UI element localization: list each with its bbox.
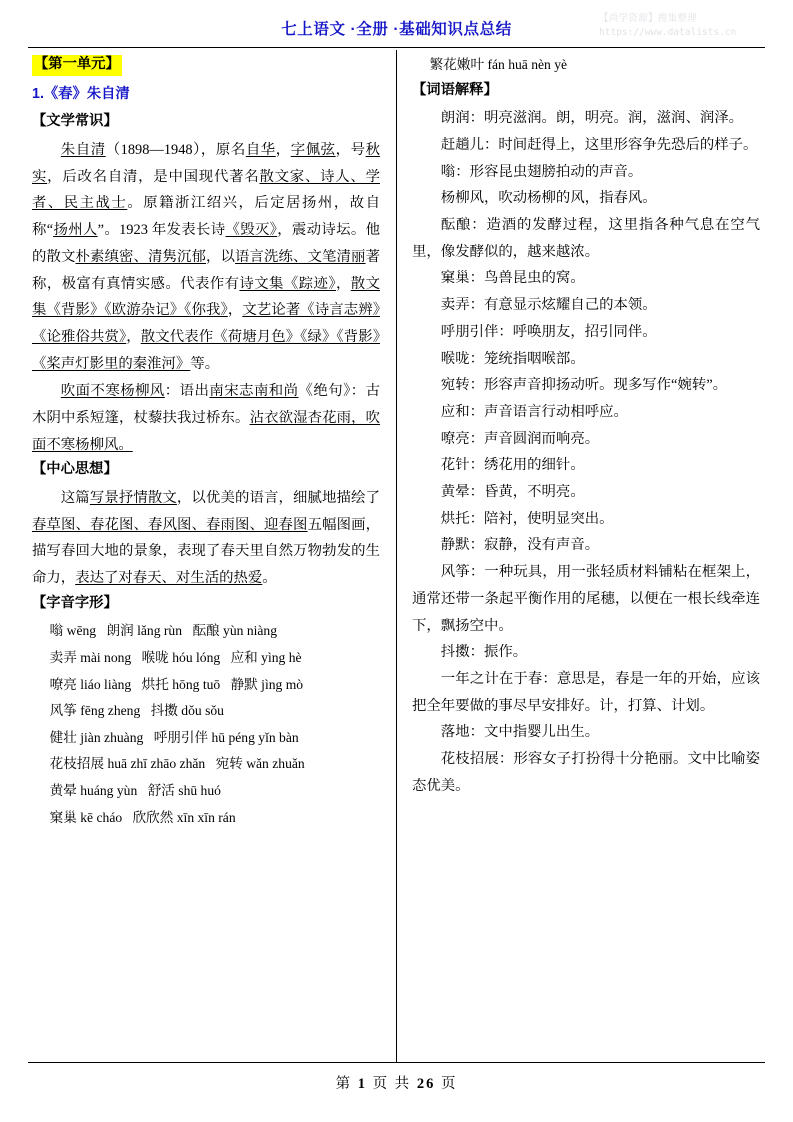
watermark-url: https://www.datalists.cn — [599, 26, 737, 38]
underlined-run: 朱自清 — [60, 142, 106, 159]
pinyin-word: 朗润 — [106, 623, 134, 639]
pinyin-reading: jìng mò — [257, 676, 304, 692]
word-meaning-entry: 呼朋引伴：呼唤朋友，招引同伴。 — [440, 323, 657, 340]
footer-page-number: 1 — [357, 1076, 367, 1092]
underlined-run: 吹面不寒杨柳风 — [60, 383, 165, 400]
pinyin-word: 健壮 — [49, 729, 77, 745]
pinyin-reading: hōng tuō — [168, 676, 221, 692]
pinyin-reading: fán huā nèn yè — [484, 57, 568, 72]
underlined-run: 南宋志南和尚 — [209, 383, 299, 400]
word-meaning-entry: 朗润：明亮滋润。朗，明亮。润，滋润、润泽。 — [440, 110, 744, 127]
underlined-run: 语言洗练、文笔清丽 — [235, 248, 366, 265]
underlined-run: 表达了对春天、对生活的热爱 — [75, 570, 263, 587]
footer-prefix: 第 — [335, 1076, 353, 1092]
word-meaning-entry: 嗡：形容昆虫翅膀拍动的声音。 — [440, 163, 643, 180]
unit-badge-wrapper — [32, 55, 380, 76]
pinyin-word: 静默 — [230, 676, 258, 692]
pinyin-word: 烘托 — [141, 676, 169, 692]
pinyin-word: 风筝 — [49, 703, 77, 719]
word-meaning-entry: 喉咙：笼统指咽喉部。 — [440, 350, 585, 367]
underlined-run: 沾衣欲湿杏花雨，吹面不寒杨柳风。 — [32, 410, 380, 453]
pinyin-word: 欣欣然 — [132, 809, 174, 825]
pinyin-word: 嘹亮 — [49, 676, 77, 692]
pinyin-reading: wǎn zhuǎn — [242, 756, 305, 772]
underlined-run: 散文代表作《荷塘月色》《绿》《背影》《桨声灯影里的秦淮河》 — [32, 328, 380, 372]
underlined-run: 散文集《背影》《欧游杂记》《你我》 — [32, 275, 380, 319]
page-title: 七上语文 ·全册 ·基础知识点总结 — [281, 21, 512, 38]
paragraph-author-bio: 朱自清（1898—1948），原名自华，字佩弦，号秋实，后改名自清，是中国现代著名散文家、诗人、学者、民主战士。原籍浙江绍兴，后定居扬州，故自称“扬州人”。1923 年发表长诗《毁灭》，震动诗坛。他的散文朴素缜密、清隽沉郁，以语言洗练、文笔清丽著称，极富有真情实感。代表作有诗文集《踪迹》，散文集《背影》《欧游杂记》《你我》，文艺论著《诗言志辨》《论雅俗共赏》，散文代表作《荷塘月色》《绿》《背影》《桨声灯影里的秦淮河》等。 — [32, 142, 380, 372]
pinyin-row — [32, 698, 380, 725]
paragraph-main-idea: 这篇写景抒情散文，以优美的语言，细腻地描绘了春草图、春花图、春风图、春雨图、迎春图五幅图画，描写春回大地的景象，表现了春天里自然万物勃发的生命力，表达了对春天、对生活的热爱。 — [32, 490, 380, 587]
pinyin-word: 卖弄 — [49, 650, 77, 666]
right-column — [412, 52, 760, 799]
word-meaning-entry: 嘹亮：声音圆润而响亮。 — [440, 430, 600, 447]
pinyin-row — [32, 672, 380, 699]
pinyin-list-right — [412, 52, 760, 79]
word-meaning-entry: 一年之计在于春：意思是，春是一年的开始，应该把全年要做的事尽早安排好。计，打算、计划。 — [412, 670, 760, 714]
document-header — [0, 0, 793, 48]
word-meaning-entry: 烘托：陪衬，使明显突出。 — [440, 510, 614, 527]
underlined-run: 文艺论著《诗言志辨》《论雅俗共赏》 — [32, 302, 380, 345]
word-meaning-entry: 窠巢：鸟兽昆虫的窝。 — [440, 270, 585, 287]
pinyin-word: 花枝招展 — [49, 756, 105, 772]
watermark — [599, 12, 775, 40]
header-rule — [28, 47, 765, 48]
pinyin-word: 抖擞 — [150, 703, 178, 719]
pinyin-reading: kē cháo — [76, 809, 123, 825]
word-meaning-entry: 落地：文中指婴儿出生。 — [440, 724, 600, 741]
underlined-run: 《毁灭》 — [225, 222, 278, 239]
underlined-run: 自华 — [245, 142, 276, 159]
pinyin-reading: huā zhī zhāo zhǎn — [104, 756, 206, 772]
pinyin-reading: jiàn zhuàng — [76, 729, 144, 745]
footer-rule — [28, 1062, 765, 1063]
word-meaning-entry: 抖擞：振作。 — [440, 644, 528, 661]
underlined-run: 春草图、春花图、春风图、春雨图、迎春图 — [32, 516, 308, 533]
pinyin-word: 宛转 — [215, 756, 243, 772]
section-heading-main-idea: 【中心思想】 — [32, 461, 118, 478]
pinyin-reading: xīn xīn rán — [173, 809, 236, 825]
pinyin-reading: yùn niàng — [219, 623, 278, 639]
pinyin-word: 喉咙 — [141, 650, 169, 666]
word-meaning-entry: 花针：绣花用的细针。 — [440, 457, 585, 474]
pinyin-word: 舒活 — [147, 782, 175, 798]
pinyin-word: 应和 — [230, 650, 258, 666]
underlined-run: 字佩弦 — [290, 142, 336, 159]
word-meaning-list — [412, 105, 760, 799]
underlined-run: 散文家、诗人、学者、民主战士 — [32, 168, 380, 212]
pinyin-reading: hóu lóng — [168, 650, 221, 666]
pinyin-reading: wēng — [63, 623, 97, 639]
pinyin-word: 窠巢 — [49, 809, 77, 825]
word-meaning-entry: 宛转：形容声音抑扬动听。现多写作“婉转”。 — [440, 377, 727, 394]
word-meaning-entry: 静默：寂静，没有声音。 — [440, 537, 600, 554]
pinyin-word: 呼朋引伴 — [153, 729, 209, 745]
unit-badge: 【第一单元】 — [32, 55, 122, 76]
paragraph-quote-note: 吹面不寒杨柳风：语出南宋志南和尚《绝句》：古木阴中系短篷，杖藜扶我过桥东。沾衣欲湿杏花雨，吹面不寒杨柳风。 — [32, 383, 380, 453]
pinyin-row — [32, 725, 380, 752]
pinyin-reading: fēng zheng — [76, 703, 141, 719]
word-meaning-entry: 赶趟儿：时间赶得上，这里形容争先恐后的样子。 — [440, 136, 758, 153]
pinyin-row — [32, 778, 380, 805]
page-footer — [0, 1072, 793, 1093]
pinyin-reading: dǒu sǒu — [177, 703, 224, 719]
pinyin-word: 黄晕 — [49, 782, 77, 798]
watermark-source-label: 【尚学资源】搜集整理 — [599, 13, 698, 24]
footer-middle: 页 共 — [372, 1076, 412, 1092]
underlined-run: 秋实 — [32, 142, 380, 185]
pinyin-reading: hū péng yǐn bàn — [208, 729, 299, 745]
pinyin-word: 酝酿 — [192, 623, 220, 639]
word-meaning-entry: 酝酿：造酒的发酵过程，这里指各种气息在空气里，像发酵似的，越来越浓。 — [412, 216, 760, 260]
pinyin-row — [32, 751, 380, 778]
pinyin-reading: liáo liàng — [76, 676, 132, 692]
pinyin-word: 繁花嫩叶 — [429, 57, 485, 72]
word-meaning-entry: 风筝：一种玩具，用一张轻质材料铺粘在框架上，通常还带一条起平衡作用的尾穗，以便在一根长线牵连下，飘扬空中。 — [412, 564, 760, 634]
pinyin-reading: huáng yùn — [76, 782, 138, 798]
word-meaning-entry: 花枝招展：形容女子打扮得十分艳丽。文中比喻姿态优美。 — [412, 751, 760, 794]
word-meaning-entry: 杨柳风，吹动杨柳的风，指春风。 — [440, 190, 657, 207]
underlined-run: 扬州人 — [53, 222, 98, 239]
pinyin-reading: yìng hè — [257, 650, 302, 666]
word-meaning-entry: 卖弄：有意显示炫耀自己的本领。 — [440, 297, 657, 314]
pinyin-row — [32, 805, 380, 832]
pinyin-row — [32, 645, 380, 672]
pinyin-word: 嗡 — [49, 623, 64, 639]
section-heading-literary-common-sense: 【文学常识】 — [32, 113, 118, 130]
underlined-run: 朴素缜密、清隽沉郁 — [75, 248, 207, 265]
pinyin-row — [412, 52, 760, 79]
pinyin-reading: mài nong — [76, 650, 132, 666]
word-meaning-entry: 黄晕：昏黄，不明亮。 — [440, 484, 585, 501]
word-meaning-entry: 应和：声音语言行动相呼应。 — [440, 403, 628, 420]
pinyin-list-left — [32, 618, 380, 831]
footer-suffix: 页 — [440, 1076, 458, 1092]
pinyin-row — [32, 618, 380, 645]
pinyin-reading: lǎng rùn — [133, 623, 183, 639]
underlined-run: 诗文集《踪迹》 — [239, 275, 336, 292]
footer-total-pages: 26 — [416, 1076, 436, 1092]
underlined-run: 写景抒情散文 — [89, 490, 177, 507]
section-heading-pronunciation: 【字音字形】 — [32, 594, 118, 611]
left-column — [32, 52, 380, 831]
document-body — [0, 52, 793, 1060]
lesson-title: 1.《春》朱自清 — [32, 85, 130, 102]
section-heading-word-meanings: 【词语解释】 — [412, 81, 498, 98]
pinyin-reading: shū huó — [174, 782, 221, 798]
